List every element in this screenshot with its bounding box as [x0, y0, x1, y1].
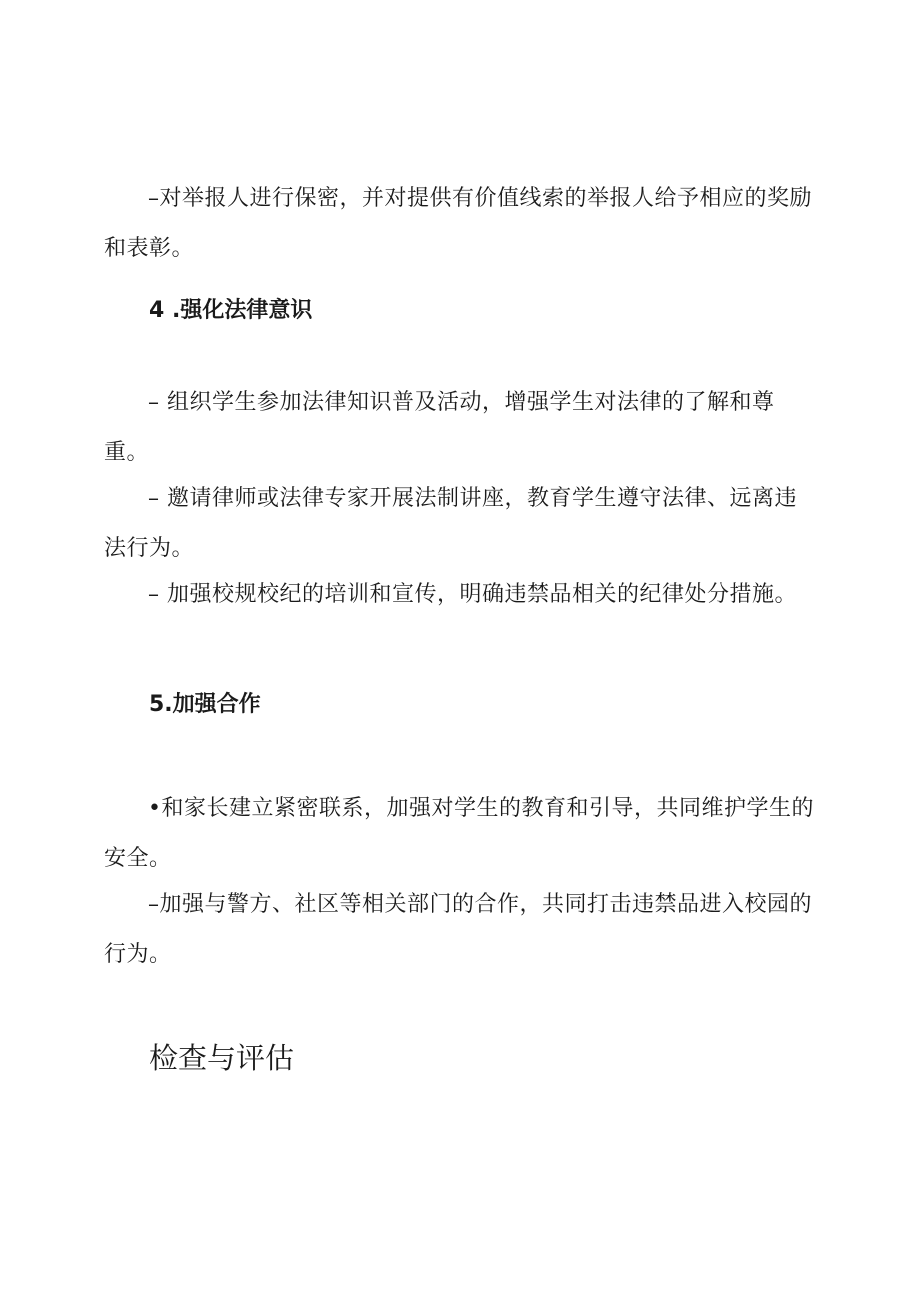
section-title-inspection-evaluation: 检查与评估	[149, 1041, 295, 1075]
paragraph-police-community-cooperation: –加强与警方、社区等相关部门的合作，共同打击违禁品进入校园的行为。	[104, 892, 813, 967]
paragraph-legal-lectures: – 邀请律师或法律专家开展法制讲座，教育学生遵守法律、远离违法行为。	[104, 486, 797, 561]
paragraph-school-rules-training: – 加强校规校纪的培训和宣传，明确违禁品相关的纪律处分措施。	[148, 582, 797, 607]
paragraph-legal-knowledge-activities: – 组织学生参加法律知识普及活动，增强学生对法律的了解和尊重。	[104, 390, 775, 465]
heading-strengthen-cooperation: 5.加强合作	[149, 692, 261, 717]
heading-strengthen-legal-awareness: 4 .强化法律意识	[149, 298, 313, 323]
paragraph-reporter-confidentiality: –对举报人进行保密，并对提供有价值线索的举报人给予相应的奖励和表彰。	[104, 186, 813, 261]
paragraph-parent-contact: •和家长建立紧密联系，加强对学生的教育和引导，共同维护学生的安全。	[104, 796, 814, 871]
